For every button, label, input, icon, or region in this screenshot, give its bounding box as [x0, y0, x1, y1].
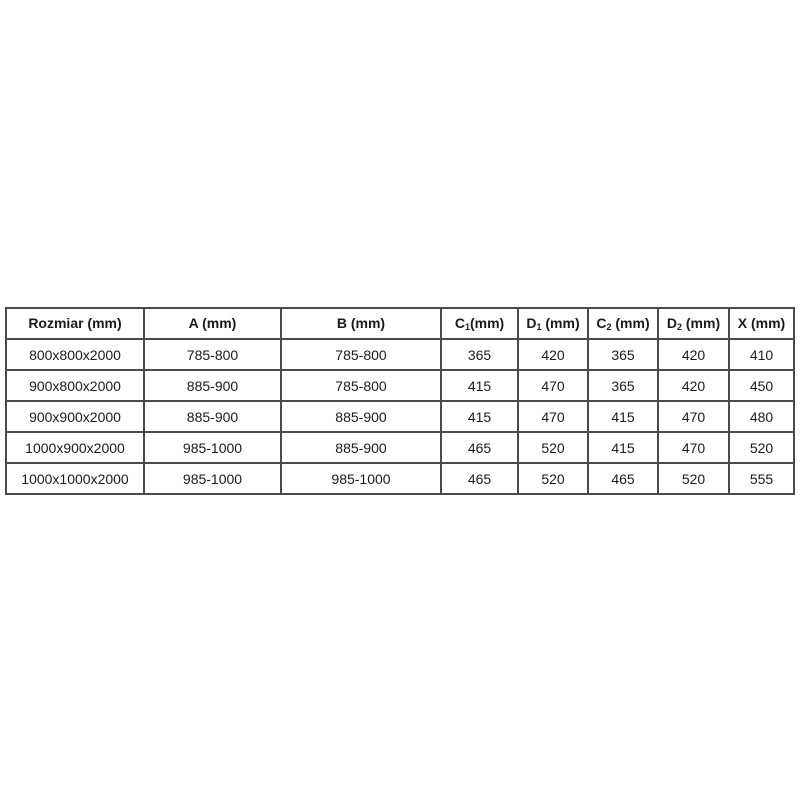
- header-cell-b: B (mm): [281, 308, 441, 339]
- cell-d2: 520: [658, 463, 729, 494]
- cell-rozmiar: 800x800x2000: [6, 339, 144, 370]
- cell-c2: 365: [588, 339, 658, 370]
- header-cell-c1: $C_1(mm)$: [441, 308, 518, 339]
- cell-x: 450: [729, 370, 794, 401]
- cell-x: 480: [729, 401, 794, 432]
- cell-rozmiar: 1000x1000x2000: [6, 463, 144, 494]
- cell-rozmiar: 1000x900x2000: [6, 432, 144, 463]
- cell-c1: 465: [441, 432, 518, 463]
- cell-c2: 365: [588, 370, 658, 401]
- table-row: [6, 339, 794, 370]
- cell-d1: 520: [518, 463, 588, 494]
- cell-a: 985-1000: [144, 432, 281, 463]
- cell-a: 785-800: [144, 339, 281, 370]
- cell-d2: 470: [658, 432, 729, 463]
- cell-d1: 470: [518, 401, 588, 432]
- cell-c2: 415: [588, 432, 658, 463]
- table-row: [6, 432, 794, 463]
- cell-c2: 415: [588, 401, 658, 432]
- table-header-row: [6, 308, 794, 339]
- cell-rozmiar: 900x800x2000: [6, 370, 144, 401]
- cell-d2: 420: [658, 370, 729, 401]
- cell-c1: 465: [441, 463, 518, 494]
- header-cell-d2: $D_2$ (mm): [658, 308, 729, 339]
- cell-rozmiar: 900x900x2000: [6, 401, 144, 432]
- cell-b: 785-800: [281, 339, 441, 370]
- cell-d1: 420: [518, 339, 588, 370]
- header-cell-a: A (mm): [144, 308, 281, 339]
- header-cell-d1: $D_1$ (mm): [518, 308, 588, 339]
- size-spec-table: [5, 307, 795, 495]
- cell-d1: 470: [518, 370, 588, 401]
- cell-c2: 465: [588, 463, 658, 494]
- cell-d2: 470: [658, 401, 729, 432]
- cell-b: 985-1000: [281, 463, 441, 494]
- cell-d2: 420: [658, 339, 729, 370]
- cell-d1: 520: [518, 432, 588, 463]
- cell-x: 520: [729, 432, 794, 463]
- cell-b: 885-900: [281, 401, 441, 432]
- cell-c1: 415: [441, 401, 518, 432]
- header-cell-rozmiar: Rozmiar (mm): [6, 308, 144, 339]
- cell-b: 785-800: [281, 370, 441, 401]
- cell-c1: 415: [441, 370, 518, 401]
- cell-a: 885-900: [144, 370, 281, 401]
- cell-c1: 365: [441, 339, 518, 370]
- table-row: [6, 401, 794, 432]
- table-row: [6, 463, 794, 494]
- cell-x: 555: [729, 463, 794, 494]
- table-row: [6, 370, 794, 401]
- cell-x: 410: [729, 339, 794, 370]
- header-cell-c2: $C_2$ (mm): [588, 308, 658, 339]
- cell-b: 885-900: [281, 432, 441, 463]
- header-cell-x: X (mm): [729, 308, 794, 339]
- cell-a: 885-900: [144, 401, 281, 432]
- cell-a: 985-1000: [144, 463, 281, 494]
